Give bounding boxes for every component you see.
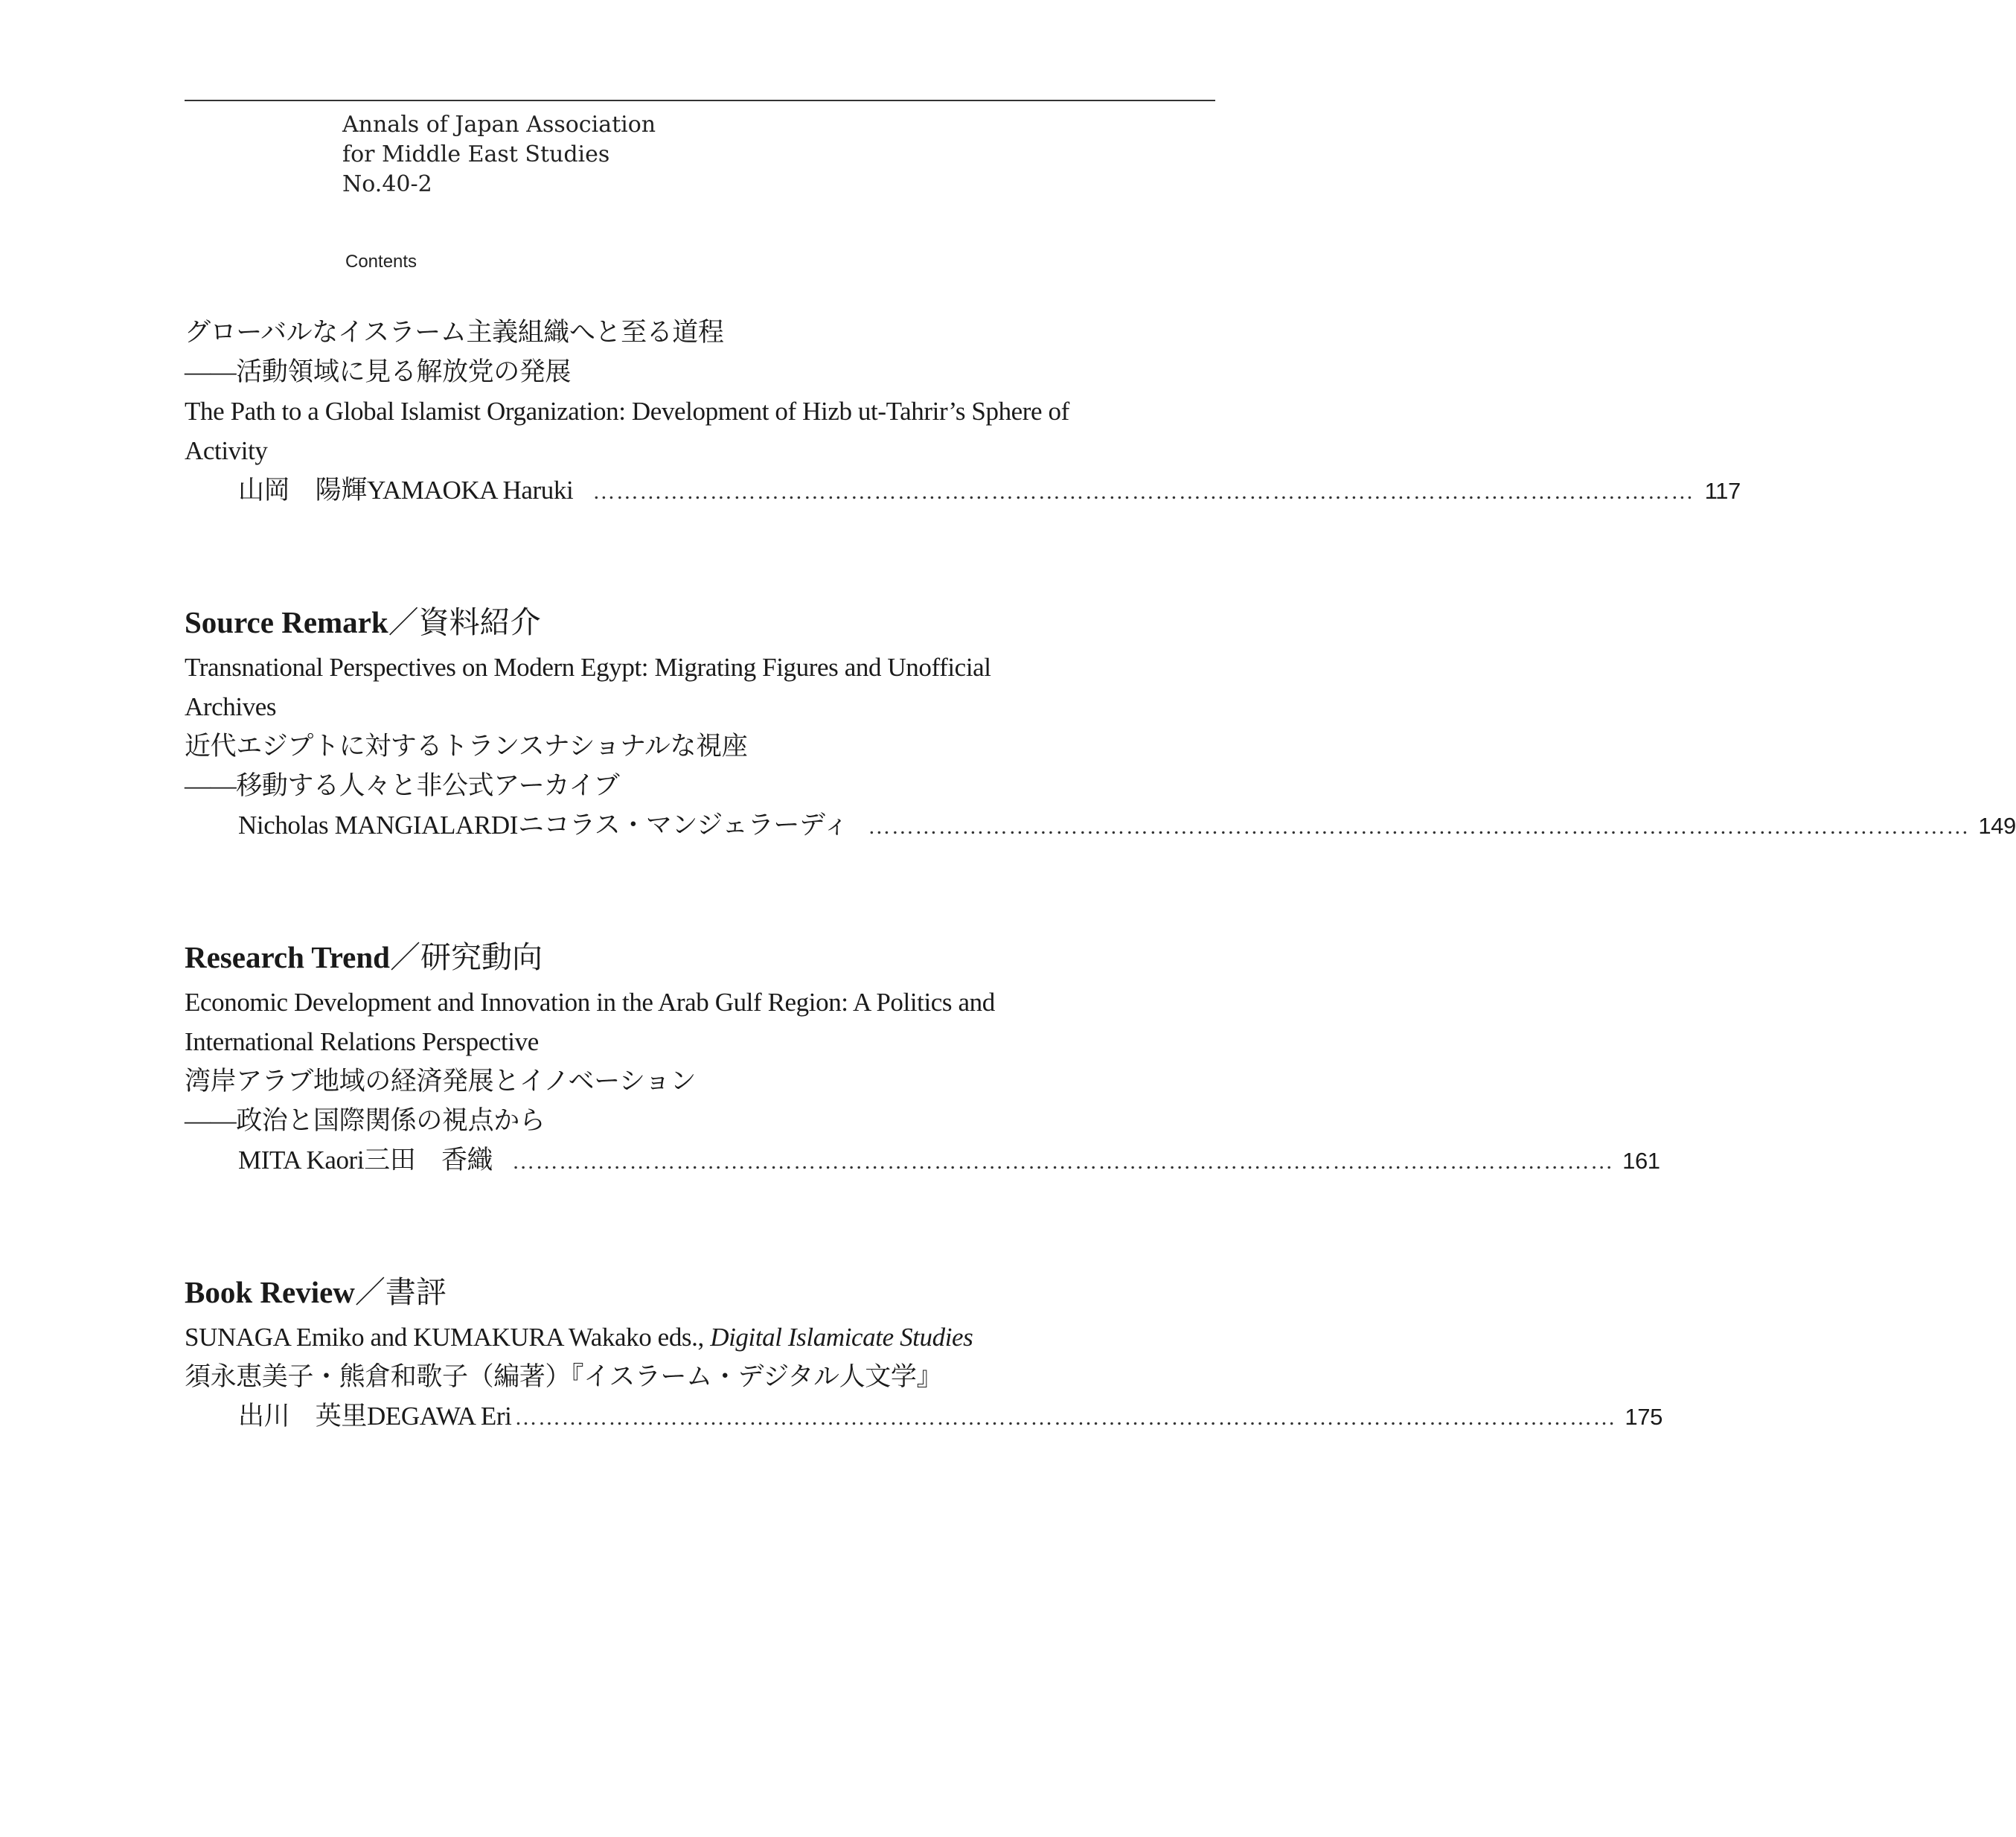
section-heading-jp: ／書評 (354, 1275, 447, 1309)
journal-name-line-1: Annals of Japan Association (342, 112, 656, 138)
toc-entry-source-remark (185, 601, 2016, 846)
section-heading-en: Book Review (185, 1275, 355, 1309)
section-heading-en: Research Trend (185, 940, 390, 974)
author-name-jp: ニコラス・マンジェラーディ (517, 811, 849, 840)
journal-name-line-2: for Middle East Studies (342, 141, 610, 167)
entry-title-jp: グローバルなイスラーム主義組織へと至る道程 (185, 318, 724, 347)
dot-leader: …………………………………………………………………………………………………………………………… (868, 814, 1970, 839)
page-number: 175 (1625, 1404, 1663, 1430)
entry-author-row (185, 1396, 1663, 1437)
author-name-en: DEGAWA Eri (367, 1402, 512, 1431)
entry-author-row (185, 1140, 1660, 1181)
entry-title-en: Economic Development and Innovation in the Arab Gulf Region: A Politics and (185, 988, 995, 1017)
entry-author-row (185, 470, 1741, 511)
entry-author-row (185, 805, 2016, 846)
section-heading-source-remark (185, 601, 1215, 643)
entry-title-jp: 近代エジプトに対するトランスナショナルな視座 (185, 732, 748, 761)
entry-title-en-italic: Digital Islamicate Studies (710, 1323, 973, 1352)
entry-title-en-plain: SUNAGA Emiko and KUMAKURA Wakako eds., (185, 1323, 711, 1352)
author-name-jp: 三田 香織 (364, 1146, 493, 1175)
section-heading-jp: ／研究動向 (390, 940, 543, 974)
contents-label: Contents (345, 252, 417, 272)
top-rule (185, 100, 1215, 101)
entry-title-en: Transnational Perspectives on Modern Egypt: Migrating Figures and Unofficial (185, 653, 991, 682)
page-number: 117 (1704, 478, 1741, 504)
entry-subtitle-jp: ――活動領域に見る解放党の発展 (185, 357, 572, 386)
entry-title-en-continued: Archives (185, 692, 277, 721)
toc-entry-book-review (185, 1271, 1663, 1437)
section-heading-jp: ／資料紹介 (388, 605, 541, 639)
dot-leader: …………………………………………………………………………………………………………………………… (514, 1405, 1616, 1430)
dot-leader: …………………………………………………………………………………………………………………………… (512, 1149, 1614, 1174)
page-number: 161 (1622, 1148, 1660, 1174)
entry-title-en (185, 1317, 1215, 1357)
entry-subtitle-jp: ――政治と国際関係の視点から (185, 1106, 545, 1135)
entry-title-jp: 須永恵美子・熊倉和歌子（編著）『イスラーム・デジタル人文学』 (185, 1362, 943, 1391)
toc-entry-research-trend (185, 936, 1660, 1181)
journal-issue: No.40-2 (342, 171, 432, 197)
entry-title-en-continued: International Relations Perspective (185, 1027, 539, 1056)
author-name-en: Nicholas MANGIALARDI (238, 811, 518, 840)
section-heading-research-trend (185, 936, 1215, 978)
section-heading-book-review (185, 1271, 1215, 1313)
author-name-jp: 山岡 陽輝 (238, 476, 368, 505)
author-name-jp: 出川 英里 (238, 1402, 368, 1431)
journal-header (342, 110, 656, 199)
author-name-en: YAMAOKA Haruki (367, 476, 574, 505)
toc-entry-article (185, 313, 1741, 511)
section-heading-en: Source Remark (185, 605, 388, 639)
entry-title-en-continued: Activity (185, 436, 268, 465)
author-name-en: MITA Kaori (238, 1146, 365, 1175)
page-number: 149 (1978, 813, 2016, 839)
entry-title-jp: 湾岸アラブ地域の経済発展とイノベーション (185, 1067, 697, 1096)
dot-leader: …………………………………………………………………………………………………………………………… (592, 479, 1695, 504)
entry-title-en: The Path to a Global Islamist Organization: Development of Hizb ut-Tahrir’s Sphere of (185, 397, 1069, 426)
entry-subtitle-jp: ――移動する人々と非公式アーカイブ (185, 771, 620, 800)
